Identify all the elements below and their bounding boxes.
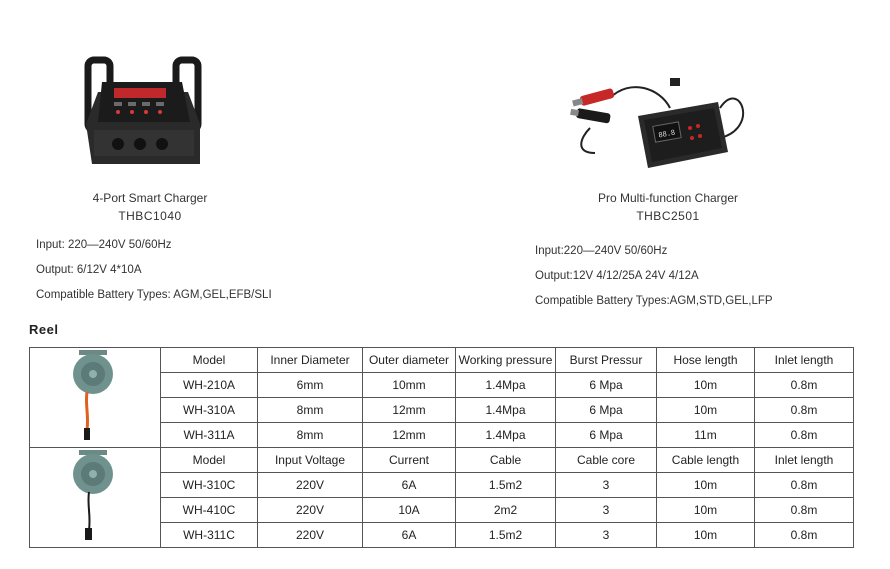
spec-output: Output:12V 4/12/25A 24V 4/12A [535, 270, 699, 282]
cell: 220V [258, 523, 363, 548]
cell: 1.4Mpa [456, 373, 556, 398]
cell: 6 Mpa [556, 373, 657, 398]
cell: WH-310C [161, 473, 258, 498]
cell: WH-310A [161, 398, 258, 423]
reel-spec-table [29, 347, 854, 548]
header-cell: Inlet length [755, 348, 854, 373]
header-cell: Inlet length [755, 448, 854, 473]
product-code: THBC1040 [118, 209, 182, 223]
header-cell: Hose length [657, 348, 755, 373]
cell: 12mm [363, 398, 456, 423]
cable-reel-image [65, 450, 125, 542]
spec-battery-types: Compatible Battery Types:AGM,STD,GEL,LFP [535, 295, 773, 307]
cell: 6mm [258, 373, 363, 398]
spec-output: Output: 6/12V 4*10A [36, 264, 142, 276]
header-cell: Model [161, 448, 258, 473]
product-multi-function [558, 189, 778, 225]
cell: 3 [556, 473, 657, 498]
cell: 2m2 [456, 498, 556, 523]
cell: 6A [363, 473, 456, 498]
cell: 6 Mpa [556, 398, 657, 423]
header-cell: Input Voltage [258, 448, 363, 473]
header-cell: Outer diameter [363, 348, 456, 373]
svg-text:88.8: 88.8 [657, 128, 676, 140]
cell: 6A [363, 523, 456, 548]
table-header-row [30, 448, 854, 473]
cell: 0.8m [755, 498, 854, 523]
cell: 8mm [258, 423, 363, 448]
product-code: THBC2501 [636, 209, 700, 223]
cell: 6 Mpa [556, 423, 657, 448]
cell: 11m [657, 423, 755, 448]
cell: WH-311C [161, 523, 258, 548]
header-cell: Model [161, 348, 258, 373]
cell: 0.8m [755, 373, 854, 398]
cell: 1.4Mpa [456, 423, 556, 448]
cell: 1.4Mpa [456, 398, 556, 423]
product-4port [40, 189, 260, 225]
reel-image-cell [30, 348, 161, 448]
cell: 10A [363, 498, 456, 523]
cell: WH-311A [161, 423, 258, 448]
cell: WH-410C [161, 498, 258, 523]
cell: 220V [258, 473, 363, 498]
multi-function-charger-image [570, 68, 760, 180]
cell: 8mm [258, 398, 363, 423]
cell: 3 [556, 498, 657, 523]
spec-input: Input: 220—240V 50/60Hz [36, 239, 172, 251]
cell: 0.8m [755, 398, 854, 423]
spec-battery-types: Compatible Battery Types: AGM,GEL,EFB/SLI [36, 289, 272, 301]
cell: 10m [657, 498, 755, 523]
cell: 220V [258, 498, 363, 523]
product-name: Pro Multi-function Charger [597, 191, 739, 205]
cell: 10m [657, 473, 755, 498]
cell: 10m [657, 523, 755, 548]
header-cell: Cable [456, 448, 556, 473]
header-cell: Cable core [556, 448, 657, 473]
spec-input: Input:220—240V 50/60Hz [535, 245, 668, 257]
header-cell: Working pressure [456, 348, 556, 373]
cell: WH-210A [161, 373, 258, 398]
cell: 0.8m [755, 473, 854, 498]
product-4port-specs [36, 233, 272, 308]
section-title-reel: Reel [29, 322, 59, 337]
cell: 12mm [363, 423, 456, 448]
header-cell: Burst Pressur [556, 348, 657, 373]
product-name: 4-Port Smart Charger [92, 191, 208, 205]
cell: 0.8m [755, 523, 854, 548]
cell: 0.8m [755, 423, 854, 448]
cell: 3 [556, 523, 657, 548]
cell: 10m [657, 373, 755, 398]
table-header-row [30, 348, 854, 373]
hose-reel-image [65, 350, 125, 442]
header-cell: Inner Diameter [258, 348, 363, 373]
cell: 10mm [363, 373, 456, 398]
four-port-charger-image [78, 52, 210, 176]
header-cell: Cable length [657, 448, 755, 473]
cell: 1.5m2 [456, 473, 556, 498]
header-cell: Current [363, 448, 456, 473]
cell: 10m [657, 398, 755, 423]
cell: 1.5m2 [456, 523, 556, 548]
product-multi-function-specs [535, 239, 773, 314]
reel-image-cell [30, 448, 161, 548]
